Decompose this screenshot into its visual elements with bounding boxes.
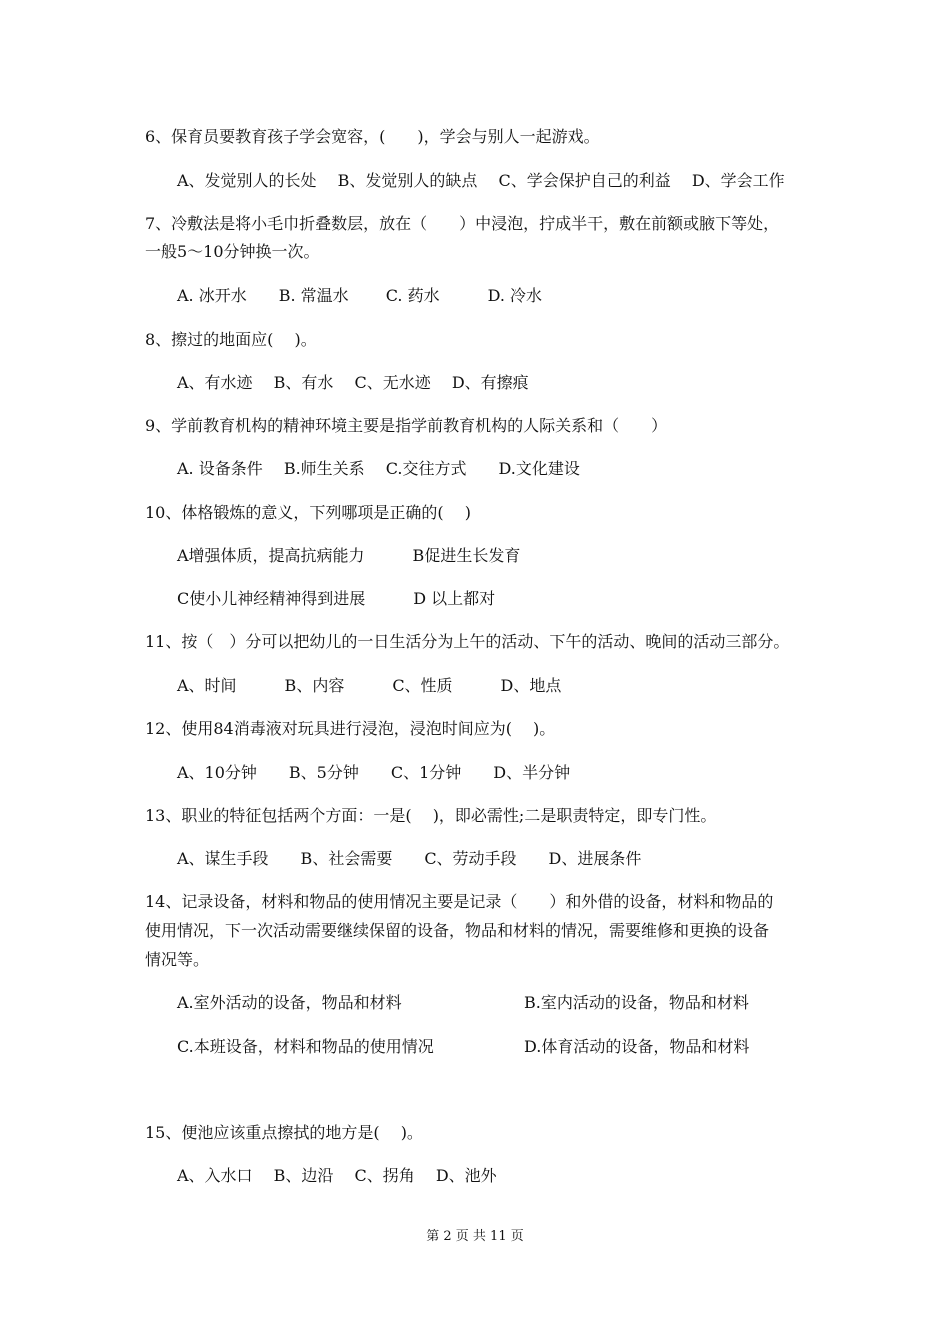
question-10-stem: 10、体格锻炼的意义，下列哪项是正确的( )	[145, 503, 471, 522]
question-14-stem-line2: 使用情况，下一次活动需要继续保留的设备，物品和材料的情况，需要维修和更换的设备	[145, 921, 770, 940]
question-12-options: A、10分钟 B、5分钟 C、1分钟 D、半分钟	[177, 763, 571, 782]
question-14-stem-line3: 情况等。	[145, 950, 210, 969]
question-14-option-d: D.体育活动的设备，物品和材料	[524, 1037, 750, 1056]
question-14-option-a: A.室外活动的设备，物品和材料	[177, 993, 402, 1012]
question-15-stem: 15、便池应该重点擦拭的地方是( )。	[145, 1123, 423, 1142]
question-7-stem-line1: 7、冷敷法是将小毛巾折叠数层，放在（ ）中浸泡，拧成半干，敷在前额或腋下等处，	[145, 214, 780, 233]
question-14-stem-line1: 14、记录设备，材料和物品的使用情况主要是记录（ ）和外借的设备，材料和物品的	[145, 892, 774, 911]
question-6-options: A、发觉别人的长处 B、发觉别人的缺点 C、学会保护自己的利益 D、学会工作	[177, 171, 785, 190]
question-15-options: A、入水口 B、边沿 C、拐角 D、池外	[177, 1166, 497, 1185]
question-8-options: A、有水迹 B、有水 C、无水迹 D、有擦痕	[177, 373, 529, 392]
question-11-stem: 11、按（ ）分可以把幼儿的一日生活分为上午的活动、下午的活动、晚间的活动三部分。	[145, 632, 790, 651]
question-7-stem-line2: 一般5～10分钟换一次。	[145, 242, 320, 261]
question-7-options: A. 冰开水 B. 常温水 C. 药水 D. 冷水	[177, 286, 543, 305]
question-14-option-c: C.本班设备，材料和物品的使用情况	[177, 1037, 434, 1056]
question-10-options-line1: A增强体质，提高抗病能力 B促进生长发育	[177, 546, 521, 565]
question-12-stem: 12、使用84消毒液对玩具进行浸泡，浸泡时间应为( )。	[145, 719, 556, 738]
question-9-options: A. 设备条件 B.师生关系 C.交往方式 D.文化建设	[177, 459, 580, 478]
question-14-option-b: B.室内活动的设备，物品和材料	[524, 993, 749, 1012]
question-13-stem: 13、职业的特征包括两个方面：一是( )，即必需性;二是职责特定，即专门性。	[145, 806, 717, 825]
question-8-stem: 8、擦过的地面应( )。	[145, 330, 317, 349]
question-10-options-line2: C使小儿神经精神得到进展 D 以上都对	[177, 589, 496, 608]
question-13-options: A、谋生手段 B、社会需要 C、劳动手段 D、进展条件	[177, 849, 642, 868]
question-9-stem: 9、学前教育机构的精神环境主要是指学前教育机构的人际关系和（ ）	[145, 416, 668, 435]
question-6-stem: 6、保育员要教育孩子学会宽容，( )，学会与别人一起游戏。	[145, 127, 600, 146]
page-number-footer: 第 2 页 共 11 页	[426, 1229, 524, 1244]
question-11-options: A、时间 B、内容 C、性质 D、地点	[177, 676, 562, 695]
